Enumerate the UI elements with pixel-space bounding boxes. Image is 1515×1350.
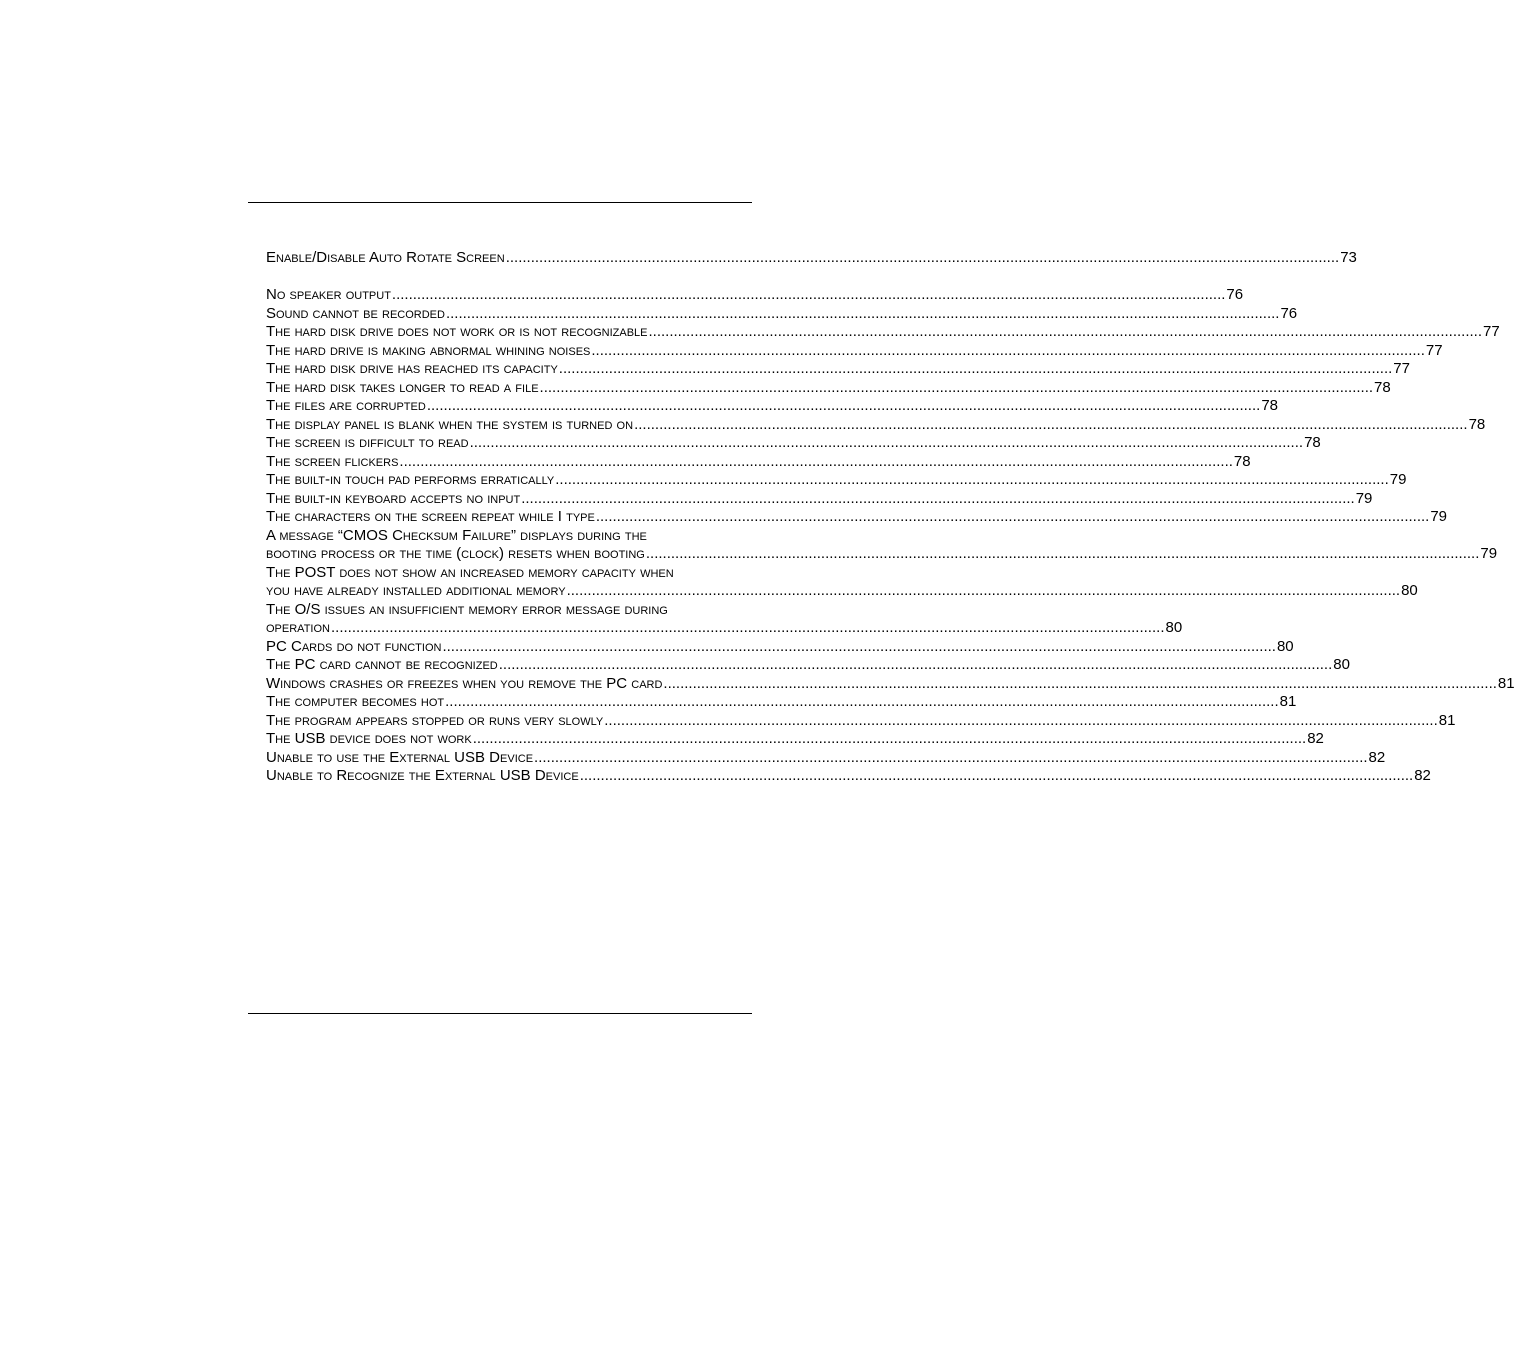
toc-entry[interactable] [266, 619, 1183, 638]
toc-entry-page: 78 [1233, 452, 1251, 470]
toc-entry-title: The computer becomes hot [266, 693, 445, 710]
toc-entry-page: 79 [1355, 489, 1373, 507]
toc-entry[interactable] [266, 323, 1500, 342]
dot-leader [427, 397, 1261, 416]
toc-entry-title: The PC card cannot be recognized [266, 656, 498, 673]
dot-leader [591, 342, 1425, 361]
toc-entry[interactable] [266, 378, 1391, 398]
toc-entry-page: 78 [1304, 434, 1321, 451]
toc-entry-page: 76 [1280, 304, 1298, 322]
toc-entry[interactable] [266, 711, 1456, 731]
toc-entry-page: 73 [1340, 249, 1357, 266]
toc-entry[interactable] [266, 730, 1324, 749]
toc-entry-title: Windows crashes or freezes when you remove the PC card [266, 674, 663, 692]
dot-leader [540, 379, 1374, 398]
toc-entry-page: 80 [1401, 582, 1418, 599]
toc-entry[interactable] [266, 286, 1244, 305]
toc-entry-title: The program appears stopped or runs very slowly [266, 711, 604, 729]
toc-entry-title-line1[interactable]: The POST does not show an increased memory capacity when [266, 563, 674, 581]
dot-leader [473, 730, 1307, 749]
toc-entry[interactable] [266, 693, 1297, 712]
toc-entry-title: The USB device does not work [266, 730, 472, 747]
dot-leader [331, 619, 1165, 638]
dot-leader [534, 749, 1368, 768]
toc-entry-title: The built-in keyboard accepts no input [266, 489, 521, 507]
toc-entry[interactable] [266, 249, 1357, 268]
dot-leader [580, 767, 1414, 786]
toc-entry-page: 77 [1393, 360, 1410, 377]
toc-entry-title: PC Cards do not function [266, 637, 442, 655]
toc-entry[interactable] [266, 545, 1498, 564]
toc-entry-title: you have already installed additional memory [266, 582, 566, 599]
toc-entry[interactable] [266, 508, 1448, 527]
toc-entry-title: The hard disk takes longer to read a file [266, 378, 539, 396]
toc-entry-page: 82 [1307, 730, 1324, 747]
toc-entry[interactable] [266, 360, 1410, 379]
toc-entry-title: No speaker output [266, 286, 391, 303]
toc-entry[interactable] [266, 304, 1298, 324]
table-of-contents [266, 249, 1515, 786]
toc-entry[interactable] [266, 341, 1443, 361]
toc-entry-page: 81 [1279, 693, 1297, 710]
toc-entry-page: 80 [1276, 637, 1294, 655]
toc-entry-title: Enable/Disable Auto Rotate Screen [266, 249, 505, 266]
toc-entry-page: 76 [1226, 286, 1244, 303]
toc-entry[interactable] [266, 674, 1515, 694]
toc-entry-title: The files are corrupted [266, 397, 426, 414]
toc-entry-title: The hard disk drive has reached its capacity [266, 360, 558, 377]
toc-entry-title: The display panel is blank when the system is turned on [266, 415, 634, 433]
toc-entry-page: 78 [1468, 415, 1486, 433]
toc-entry-title: The screen is difficult to read [266, 434, 469, 451]
toc-entry-title: Unable to Recognize the External USB Device [266, 767, 579, 784]
dot-leader [445, 693, 1279, 712]
toc-entry[interactable] [266, 582, 1418, 601]
toc-entry-page: 82 [1368, 748, 1386, 766]
toc-entry-page: 79 [1430, 508, 1448, 525]
dot-leader [646, 545, 1480, 564]
toc-entry[interactable] [266, 452, 1251, 472]
toc-entry-page: 82 [1414, 767, 1431, 784]
toc-entry-title: booting process or the time (clock) resets when booting [266, 545, 645, 562]
dot-leader [442, 638, 1276, 657]
toc-entry-title: The hard disk drive does not work or is not recognizable [266, 323, 648, 340]
dot-leader [596, 508, 1430, 527]
toc-entry-page: 81 [1497, 674, 1515, 692]
toc-entry[interactable] [266, 748, 1386, 768]
toc-entry-title: The characters on the screen repeat while I type [266, 508, 595, 525]
toc-entry-page: 77 [1483, 323, 1500, 340]
toc-entry-title: The built-in touch pad performs erratically [266, 471, 555, 488]
toc-entry-title: The hard drive is making abnormal whining noises [266, 341, 591, 359]
dot-leader [555, 471, 1389, 490]
toc-entry-page: 78 [1261, 397, 1278, 414]
toc-entry-title: Sound cannot be recorded [266, 304, 445, 322]
dot-leader [634, 416, 1468, 435]
dot-leader [559, 360, 1393, 379]
toc-entry[interactable] [266, 415, 1486, 435]
toc-entry[interactable] [266, 767, 1431, 786]
toc-entry-page: 79 [1480, 545, 1498, 562]
toc-entry[interactable] [266, 656, 1350, 675]
toc-entry-page: 79 [1389, 471, 1407, 488]
dot-leader [399, 453, 1233, 472]
dot-leader [446, 305, 1280, 324]
toc-entry[interactable] [266, 397, 1278, 416]
toc-entry-page: 80 [1333, 656, 1350, 673]
toc-entry-title-line1[interactable]: A message “CMOS Checksum Failure” displays during the [266, 526, 647, 544]
toc-entry-page: 77 [1425, 341, 1443, 359]
dot-leader [649, 323, 1483, 342]
dot-leader [604, 712, 1438, 731]
toc-entry[interactable] [266, 489, 1373, 509]
bottom-rule [248, 1013, 752, 1014]
dot-leader [663, 675, 1497, 694]
toc-entry[interactable] [266, 434, 1321, 453]
dot-leader [499, 656, 1333, 675]
toc-entry-title: The screen flickers [266, 452, 399, 470]
dot-leader [567, 582, 1401, 601]
top-rule [248, 202, 752, 203]
toc-entry-page: 81 [1438, 711, 1456, 729]
toc-entry-title: operation [266, 619, 330, 636]
toc-entry-page: 78 [1374, 378, 1391, 396]
toc-entry-title-line1[interactable]: The O/S issues an insufficient memory error message during [266, 600, 668, 618]
dot-leader [470, 434, 1304, 453]
dot-leader [521, 490, 1355, 509]
toc-entry-title: Unable to use the External USB Device [266, 748, 534, 766]
toc-entry-page: 80 [1165, 619, 1183, 636]
dot-leader [392, 286, 1226, 305]
toc-entry[interactable] [266, 471, 1407, 490]
toc-entry[interactable] [266, 637, 1294, 657]
dot-leader [506, 249, 1340, 268]
